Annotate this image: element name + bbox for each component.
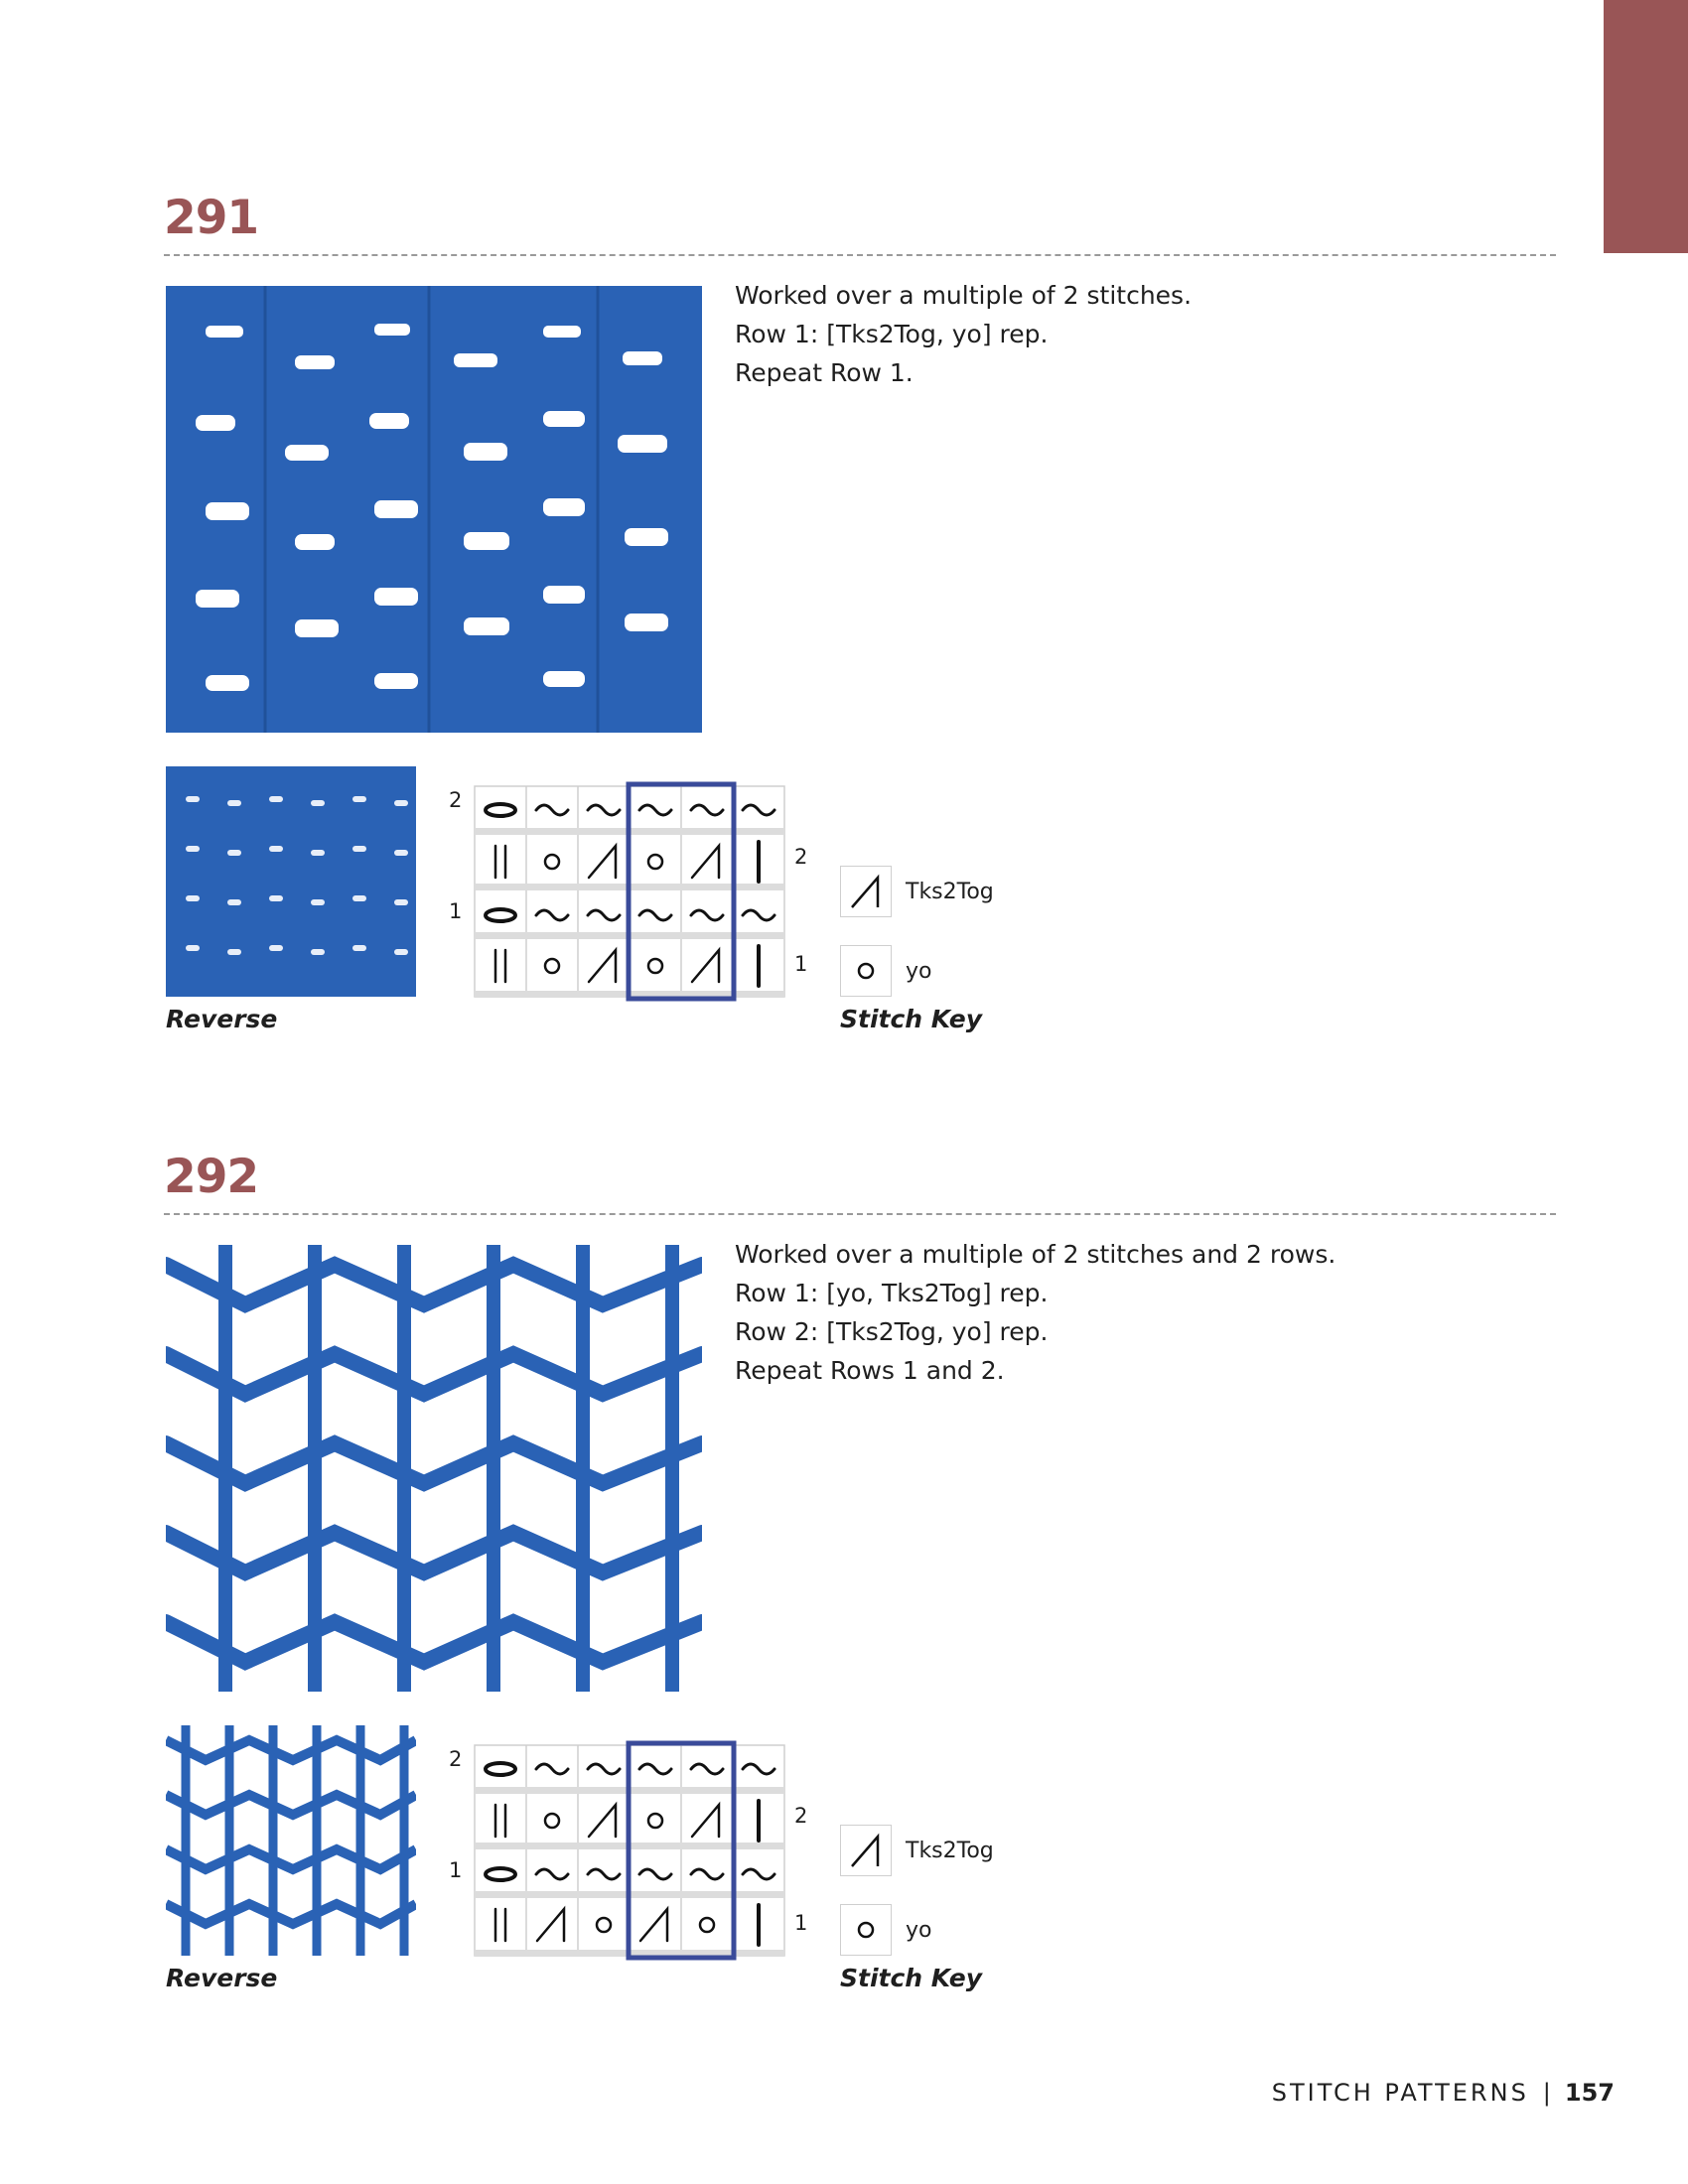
- chapter-tab: [1604, 0, 1688, 253]
- reverse-caption: Reverse: [166, 1005, 278, 1033]
- pattern-instructions: [735, 1235, 1450, 1390]
- chart-row-number: 1: [449, 1858, 463, 1882]
- page-footer: [1272, 2079, 1615, 2107]
- page-number: 157: [1564, 2079, 1615, 2107]
- section-divider: [164, 1213, 1556, 1215]
- tks2tog-icon: [840, 866, 892, 917]
- footer-separator: |: [1542, 2079, 1551, 2107]
- pattern-number: 291: [164, 191, 259, 245]
- stitch-key-caption: Stitch Key: [840, 1005, 983, 1033]
- reverse-swatch-image: [166, 766, 416, 997]
- key-label: Tks2Tog: [906, 1838, 994, 1863]
- instruction-line: Row 1: [yo, Tks2Tog] rep.: [735, 1279, 1049, 1307]
- instruction-line: Worked over a multiple of 2 stitches.: [735, 281, 1193, 310]
- instruction-line: Row 2: [Tks2Tog, yo] rep.: [735, 1317, 1049, 1346]
- key-item: [840, 1902, 931, 1958]
- chart-row-number: 2: [794, 845, 808, 869]
- key-item: [840, 943, 931, 999]
- section-divider: [164, 254, 1556, 256]
- chart-row-number: 1: [449, 899, 463, 923]
- chart-row-number: 1: [794, 952, 808, 976]
- instruction-line: Repeat Row 1.: [735, 358, 914, 387]
- stitch-key: [840, 864, 1138, 984]
- key-label: Tks2Tog: [906, 879, 994, 904]
- stitch-key: [840, 1823, 1138, 1943]
- yo-icon: [840, 1904, 892, 1956]
- instruction-line: Row 1: [Tks2Tog, yo] rep.: [735, 320, 1049, 348]
- tks2tog-icon: [840, 1825, 892, 1876]
- key-item: [840, 864, 994, 919]
- stitch-key-caption: Stitch Key: [840, 1964, 983, 1992]
- stitch-chart: [437, 1735, 834, 1974]
- chart-row-number: 1: [794, 1911, 808, 1935]
- chart-row-number: 2: [449, 788, 463, 812]
- pattern-number: 292: [164, 1150, 259, 1204]
- instruction-line: Worked over a multiple of 2 stitches and 2 rows.: [735, 1240, 1336, 1269]
- key-label: yo: [906, 1917, 932, 1943]
- yo-icon: [840, 945, 892, 997]
- key-item: [840, 1823, 994, 1878]
- reverse-caption: Reverse: [166, 1964, 278, 1992]
- stitch-chart: [437, 776, 834, 1015]
- reverse-swatch-image: [166, 1725, 416, 1956]
- instruction-line: Repeat Rows 1 and 2.: [735, 1356, 1005, 1385]
- chart-row-number: 2: [794, 1804, 808, 1828]
- pattern-instructions: [735, 276, 1450, 392]
- key-label: yo: [906, 958, 932, 984]
- front-swatch-image: [166, 1245, 702, 1692]
- footer-section-title: STITCH PATTERNS: [1271, 2079, 1529, 2107]
- front-swatch-image: [166, 286, 702, 733]
- chart-row-number: 2: [449, 1747, 463, 1771]
